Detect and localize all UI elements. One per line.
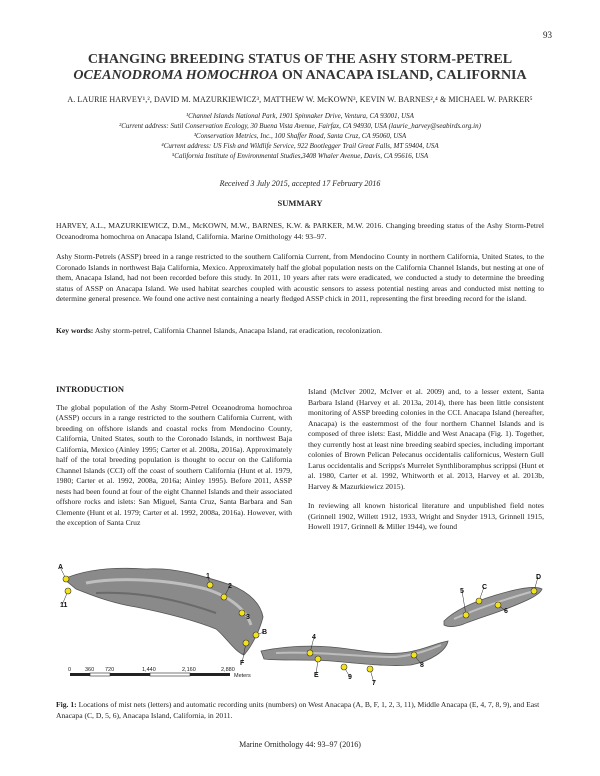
title-line-2 bbox=[40, 68, 560, 84]
scale-bar-segment bbox=[90, 673, 110, 676]
marker-dot bbox=[243, 640, 249, 646]
affiliation: ²Current address: Sutil Conservation Ecology, 30 Buena Vista Avenue, Fairfax, CA 94930, USA (laurie_harvey@seabirds.org.in) bbox=[119, 122, 481, 130]
marker-dot bbox=[207, 582, 213, 588]
scale-tick-label: 2,880 bbox=[221, 667, 235, 673]
marker-dot bbox=[463, 612, 469, 618]
scale-bar-segment bbox=[190, 673, 230, 676]
scale-tick-label: 1,440 bbox=[142, 667, 156, 673]
marker-label: 6 bbox=[504, 608, 508, 615]
marker-label: 5 bbox=[460, 588, 464, 595]
marker-label: 3 bbox=[246, 614, 250, 621]
marker-label: D bbox=[536, 574, 542, 581]
marker-label: 2 bbox=[228, 583, 232, 590]
intro-paragraph: Island (McIver 2002, McIver et al. 2009) and, to a lesser extent, Santa Barbara Island (Harvey et al. 2013a, 2014), there has been little consistent monitoring of ASSP breeding colonies in the CCI. Anacapa Island (hereafter, Anacapa) is the easternmost of the four northern Channel Islands and is composed of three islets: East, Middle and West Anacapa (Fig. 1). Together, they currently host at least nine breeding seabird species, including important colonies of Brown Pelican Pelecanus occidentalis californicus, Western Gull Larus occidentalis and Scripps's Murrelet Synthliboramphus scrippsi (Hunt et al. 1980, Carter et al. 1992, Whitworth et al. 2013, Harvey et al. 2013b, Harvey & Mazurkiewicz 2015). bbox=[308, 387, 544, 491]
caption-text: Locations of mist nets (letters) and automatic recording units (numbers) on West Anacapa (A, B, F, 1, 2, 3, 11), Middle Anacapa (E, 4, 7, 8, 9), and East Anacapa (C, D, 5, 6), Anacapa Island, California, in 2011. bbox=[56, 700, 540, 720]
marker-dot bbox=[253, 632, 259, 638]
marker-dot bbox=[531, 588, 537, 594]
marker-dot bbox=[65, 588, 71, 594]
marker-dot bbox=[315, 656, 321, 662]
right-column bbox=[308, 387, 544, 542]
summary-heading: SUMMARY bbox=[277, 198, 323, 208]
marker-dot bbox=[495, 602, 501, 608]
marker-label: 11 bbox=[60, 602, 68, 609]
marker-label: B bbox=[262, 629, 268, 636]
keywords bbox=[56, 326, 544, 337]
marker-label: 7 bbox=[372, 680, 376, 687]
marker-dot bbox=[411, 652, 417, 658]
affiliation: ⁴Current address: US Fish and Wildlife Service, 922 Bootlegger Trail Great Falls, MT 59404, USA bbox=[161, 142, 439, 150]
anacapa-island-map bbox=[56, 555, 544, 693]
marker-label: 1 bbox=[206, 573, 210, 580]
scale-unit-label: Meters bbox=[234, 673, 251, 679]
scale-tick-label: 2,160 bbox=[182, 667, 196, 673]
marker-label: A bbox=[58, 564, 64, 571]
intro-paragraph: In reviewing all known historical literature and unpublished field notes (Grinnell 1902, Willett 1912, 1933, Wright and Snyder 1913, Grinnell 1915, Howell 1917, Grinnell & Miller 1944), we found bbox=[308, 501, 544, 531]
author-list: A. LAURIE HARVEY¹,², DAVID M. MAZURKIEWICZ³, MATTHEW W. McKOWN³, KEVIN W. BARNES²,⁴ & MICHAEL W. PARKER⁵ bbox=[67, 95, 533, 104]
marker-dot bbox=[476, 598, 482, 604]
received-dates: Received 3 July 2015, accepted 17 February 2016 bbox=[219, 179, 381, 188]
marker-dot bbox=[307, 650, 313, 656]
left-column bbox=[56, 384, 292, 538]
marker-label: 8 bbox=[420, 662, 424, 669]
paper-title bbox=[40, 52, 560, 84]
scale-tick-label: 720 bbox=[105, 667, 115, 673]
marker-dot bbox=[239, 610, 245, 616]
marker-dot bbox=[341, 664, 347, 670]
scale-bar bbox=[68, 667, 251, 679]
page-number: 93 bbox=[543, 30, 552, 40]
introduction-heading: INTRODUCTION bbox=[56, 384, 125, 394]
title-line-1: CHANGING BREEDING STATUS OF THE ASHY STORM-PETREL bbox=[87, 52, 513, 67]
marker-label: C bbox=[482, 584, 488, 591]
title-line-2-rest: ON ANACAPA ISLAND, CALIFORNIA bbox=[278, 68, 527, 83]
scale-tick-label: 360 bbox=[85, 667, 95, 673]
marker-dot bbox=[367, 666, 373, 672]
affiliation: ³Conservation Metrics, Inc., 100 Shaffer Road, Santa Cruz, CA 95060, USA bbox=[193, 132, 407, 140]
marker-dot bbox=[221, 594, 227, 600]
caption-label: Fig. 1: bbox=[56, 700, 77, 709]
affiliation: ⁵California Institute of Environmental Studies,3408 Whaler Avenue, Davis, CA 95616, USA bbox=[171, 152, 429, 160]
scale-tick-label: 0 bbox=[68, 667, 72, 673]
scale-bar-segment bbox=[150, 673, 190, 676]
scale-bar-segment bbox=[70, 673, 90, 676]
marker-label: F bbox=[240, 660, 245, 667]
scale-bar-segment bbox=[110, 673, 150, 676]
intro-paragraph: The global population of the Ashy Storm-Petrel Oceanodroma homochroa (ASSP) occurs in a range restricted to the southern California Current, with breeding on offshore islands and coastal rocks from Mendocino County, California, United States, south to the Coronado Islands, in northwest Baja California, Mexico (Ainley 1995; Carter et al. 2008a, 2016a). Approximately half of the total breeding population is thought to occur on the California Channel Islands (CCI) off the coast of southern California (Hunt et al. 1979, 1980; Carter et al. 1992, 2008a, 2016a; Ainley 1995). Before 2011, ASSP nests had been found at four of the eight Channel Islands and their associated offshore rocks and islets: San Miguel, Santa Cruz, Santa Barbara and San Clemente (Hunt et al. 1979; Carter et al. 1992, 2008a, 2016a). However, with the exception of Santa Cruz bbox=[56, 402, 292, 527]
affiliation: ¹Channel Islands National Park, 1901 Spinnaker Drive, Ventura, CA 93001, USA bbox=[186, 112, 414, 120]
marker-label: 9 bbox=[348, 674, 352, 681]
keywords-text: Ashy storm-petrel, California Channel Islands, Anacapa Island, rat eradication, recolonization. bbox=[93, 326, 383, 335]
abstract: Ashy Storm-Petrels (ASSP) breed in a range restricted to the southern California Current, from Mendocino County in northern California, United States, to the Coronado Islands in northwest Baja California, Mexico. Approximately half the global population nests on the California Channel Islands, but nesting at one of them, Anacapa Island, had not been recorded before this study. In 2011, 10 years after rats were eradicated, we conducted a study to determine the breeding status of ASSP on Anacapa Island. We used habitat searches coupled with acoustic sensors to assess potential nesting areas and conducted mist netting to determine general presence. We found one active nest containing a nearly fledged ASSP chick in 2011, representing the first breeding record for the island. bbox=[56, 252, 544, 303]
keywords-label: Key words: bbox=[56, 326, 94, 335]
marker-dot bbox=[63, 576, 69, 582]
figure-caption bbox=[56, 700, 544, 721]
affiliations bbox=[60, 111, 540, 161]
title-species: OCEANODROMA HOMOCHROA bbox=[73, 68, 279, 83]
marker-label: E bbox=[314, 672, 319, 679]
marker-label: 4 bbox=[312, 634, 316, 641]
page-footer: Marine Ornithology 44: 93–97 (2016) bbox=[239, 740, 361, 749]
citation: HARVEY, A.L., MAZURKIEWICZ, D.M., McKOWN, M.W., BARNES, K.W. & PARKER, M.W. 2016. Changing breeding status of the Ashy Storm-Petrel Oceanodroma homochroa on Anacapa Island, California. Marine Ornithology 44: 93–97. bbox=[56, 221, 544, 241]
